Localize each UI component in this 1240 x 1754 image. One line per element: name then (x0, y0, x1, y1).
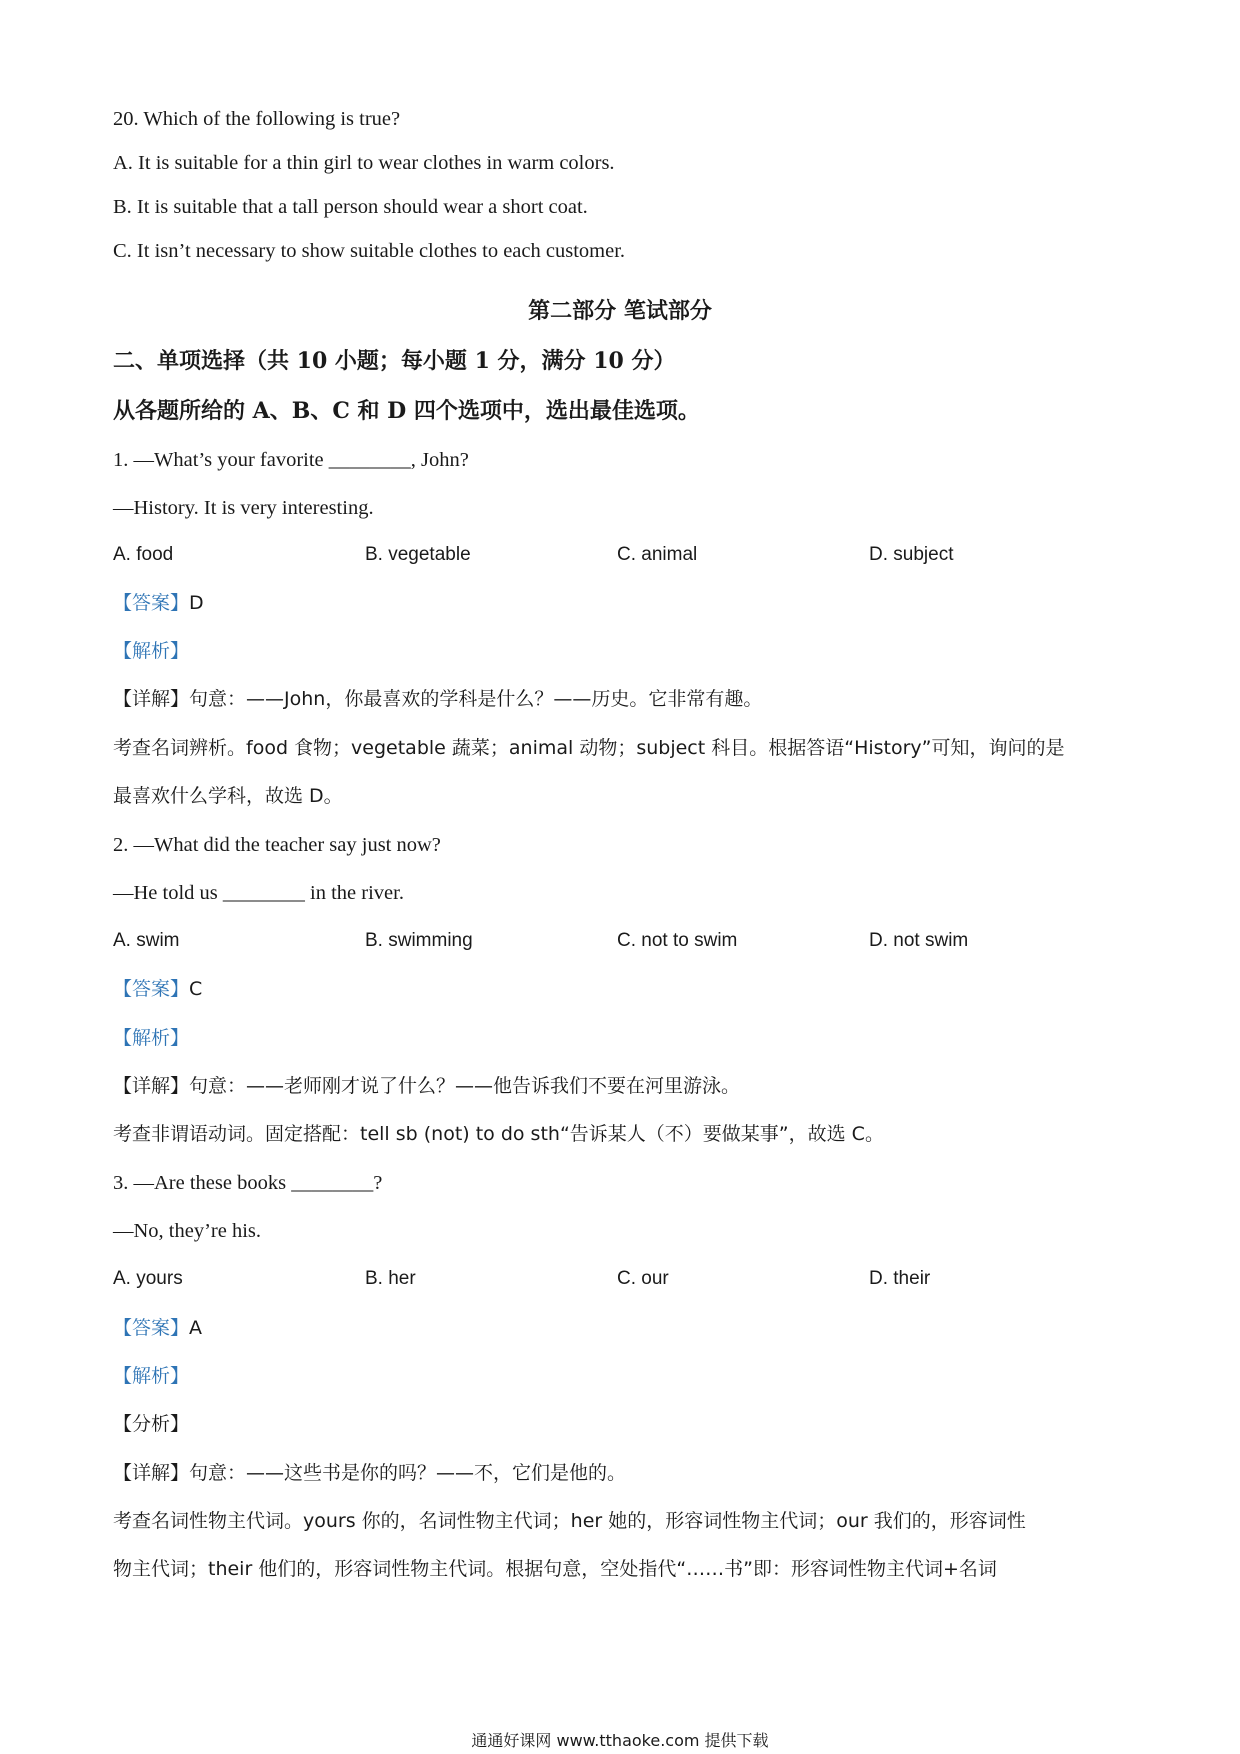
q1-line2: —History. It is very interesting. (113, 497, 374, 519)
q1-analysis-tag: 【解析】 (113, 640, 190, 662)
q2-analysis-tag: 【解析】 (113, 1027, 190, 1049)
detail-tag: 【详解】 (113, 1462, 190, 1484)
q2-line1: 2. —What did the teacher say just now? (113, 834, 441, 856)
q2-options (113, 928, 1013, 954)
section-heading: 二、单项选择（共 10 小题；每小题 1 分，满分 10 分） (113, 348, 676, 374)
q1-options (113, 542, 1013, 568)
section-instruction: 从各题所给的 A、B、C 和 D 四个选项中，选出最佳选项。 (113, 398, 700, 424)
q1-option-c: C. animal (617, 544, 698, 565)
answer-value: D (189, 592, 204, 614)
answer-value: C (189, 978, 203, 1000)
q20-option-b: B. It is suitable that a tall person should wear a short coat. (113, 196, 588, 218)
detail-tag: 【详解】 (113, 1075, 190, 1097)
q3-option-a: A. yours (113, 1268, 183, 1289)
q1-line1: 1. —What’s your favorite ________, John? (113, 449, 469, 471)
q20-stem: 20. Which of the following is true? (113, 108, 401, 130)
q2-explain-1: 考查非谓语动词。固定搭配：tell sb (not) to do sth“告诉某人（不）要做某事”，故选 C。 (113, 1123, 884, 1145)
detail-text: 句意：——老师刚才说了什么？——他告诉我们不要在河里游泳。 (189, 1075, 741, 1097)
q3-options (113, 1266, 1013, 1292)
q3-explain-2: 物主代词；their 他们的，形容词性物主代词。根据句意，空处指代“……书”即：形容词性物主代词+名词 (113, 1558, 997, 1580)
q2-option-d: D. not swim (869, 930, 969, 951)
q2-line2: —He told us ________ in the river. (113, 882, 404, 904)
q2-option-b: B. swimming (365, 930, 473, 951)
q1-option-d: D. subject (869, 544, 954, 565)
q3-option-c: C. our (617, 1268, 669, 1289)
q3-analysis-tag: 【解析】 (113, 1365, 190, 1387)
answer-tag: 【答案】 (113, 592, 190, 614)
q2-option-c: C. not to swim (617, 930, 738, 951)
detail-text: 句意：——这些书是你的吗？——不，它们是他的。 (189, 1462, 627, 1484)
q3-option-d: D. their (869, 1268, 931, 1289)
q1-option-a: A. food (113, 544, 174, 565)
q3-option-b: B. her (365, 1268, 416, 1289)
q3-fenxi-tag: 【分析】 (113, 1413, 190, 1435)
q3-line1: 3. —Are these books ________? (113, 1172, 383, 1194)
part-title: 第二部分 笔试部分 (528, 298, 712, 324)
q3-detail (113, 1460, 626, 1486)
q20-option-c: C. It isn’t necessary to show suitable clothes to each customer. (113, 240, 626, 262)
detail-text: 句意：——John，你最喜欢的学科是什么？——历史。它非常有趣。 (189, 688, 763, 710)
detail-tag: 【详解】 (113, 688, 190, 710)
q1-explain-2: 最喜欢什么学科，故选 D。 (113, 785, 343, 807)
q20-option-a: A. It is suitable for a thin girl to wear clothes in warm colors. (113, 152, 615, 174)
q1-detail (113, 686, 762, 712)
answer-tag: 【答案】 (113, 978, 190, 1000)
answer-tag: 【答案】 (113, 1317, 190, 1339)
answer-value: A (189, 1317, 203, 1339)
q2-answer (113, 976, 202, 1002)
q3-answer (113, 1315, 202, 1341)
q1-explain-1: 考查名词辨析。food 食物；vegetable 蔬菜；animal 动物；subject 科目。根据答语“History”可知，询问的是 (113, 737, 1065, 759)
q2-detail (113, 1073, 740, 1099)
q2-option-a: A. swim (113, 930, 180, 951)
q1-answer (113, 590, 204, 616)
q3-line2: —No, they’re his. (113, 1220, 262, 1242)
page-footer: 通通好课网 www.tthaoke.com 提供下载 (471, 1731, 769, 1750)
q3-explain-1: 考查名词性物主代词。yours 你的，名词性物主代词；her 她的，形容词性物主代词；our 我们的，形容词性 (113, 1510, 1026, 1532)
q1-option-b: B. vegetable (365, 544, 471, 565)
